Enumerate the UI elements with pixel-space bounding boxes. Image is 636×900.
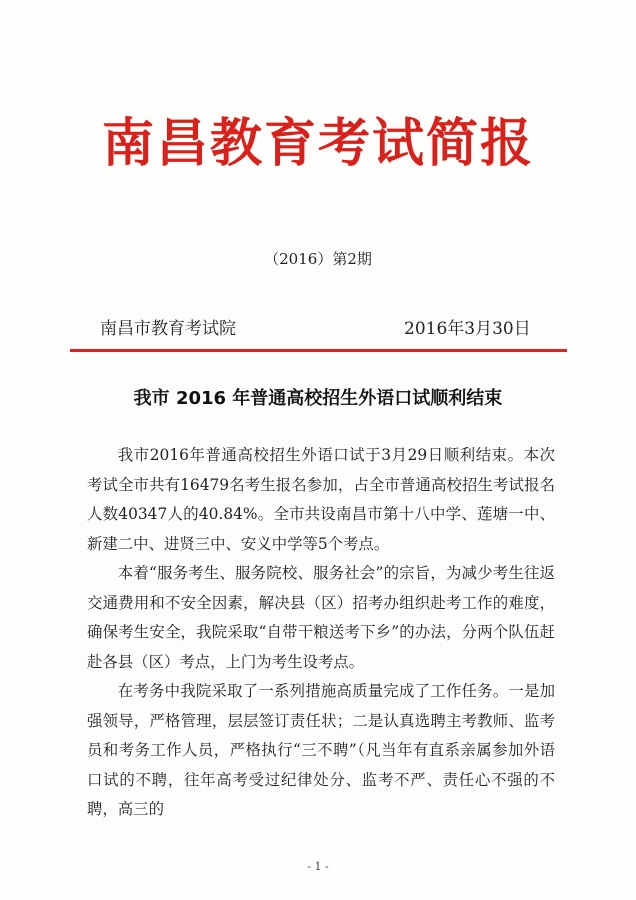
page-number: - 1 - bbox=[307, 860, 329, 873]
article-paragraph: 本着“服务考生、服务院校、服务社会”的宗旨，为减少考生往返交通费用和不安全因素，解决县（区）招考办组织赴考工作的难度，确保考生安全，我院采取“自带干粮送考下乡”的办法，分两个队伍赶赴各县（区）考点，上门为考生设考点。 bbox=[87, 564, 555, 671]
article-paragraph: 在考务中我院采取了一系列措施高质量完成了工作任务。一是加强领导，严格管理，层层签订责任状；二是认真选聘主考教师、监考员和考务工作人员，严格执行“三不聘”（凡当年有直系亲属参加外语口试的不聘，往年高考受过纪律处分、监考不严、责任心不强的不聘，高三的 bbox=[87, 682, 555, 818]
article-headline: 我市 2016 年普通高校招生外语口试顺利结束 bbox=[133, 388, 503, 409]
issue-number: （2016）第2期 bbox=[264, 250, 372, 268]
article-body bbox=[87, 441, 555, 825]
publisher-name: 南昌市教育考试院 bbox=[100, 319, 236, 339]
masthead-title: 南昌教育考试简报 bbox=[101, 113, 534, 174]
red-divider-line bbox=[70, 349, 567, 352]
article-paragraph: 我市2016年普通高校招生外语口试于3月29日顺利结束。本次考试全市共有16479名考生报名参加，占全市普通高校招生考试报名人数40347人的40.84%。全市共设南昌市第十八中学、莲塘一中、新建二中、进贤三中、安义中学等5个考点。 bbox=[87, 446, 555, 553]
publish-date: 2016年3月30日 bbox=[404, 319, 531, 339]
